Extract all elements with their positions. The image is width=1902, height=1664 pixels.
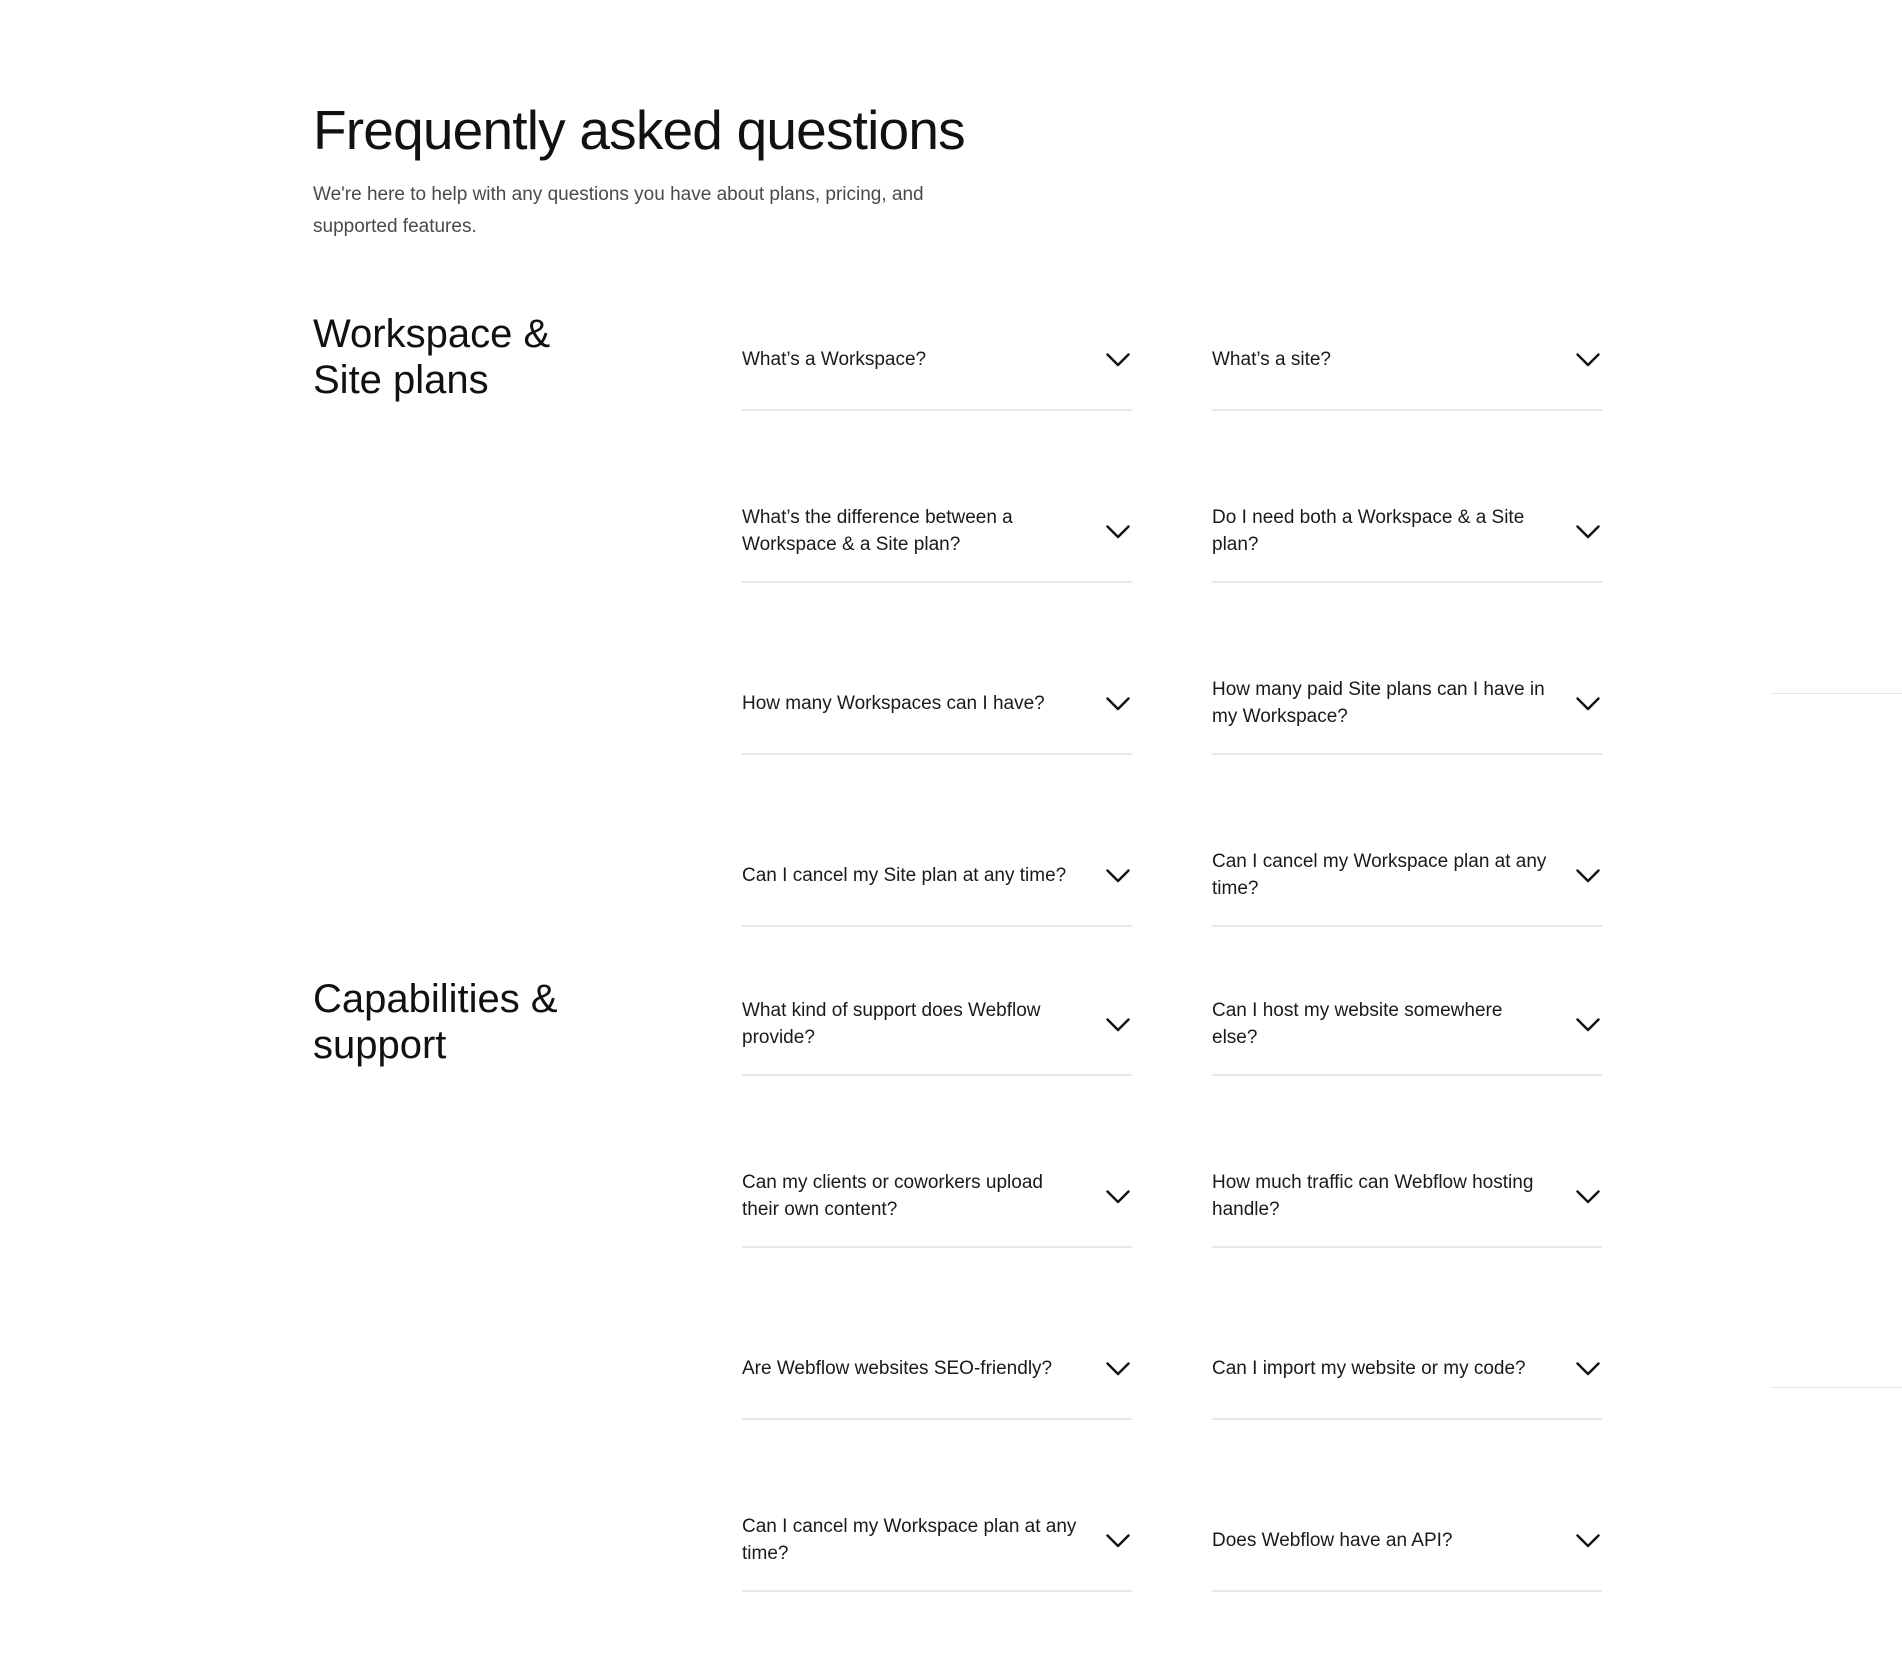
faq-item [1212,655,1602,827]
faq-list [742,976,1602,1664]
right-edge-divider [1770,693,1902,694]
faq-question-toggle[interactable] [1212,1148,1602,1248]
chevron-down-icon [1104,1355,1132,1383]
section-heading-line: Site plans [313,358,489,402]
faq-item [742,1492,1132,1664]
faq-question-toggle[interactable] [1212,655,1602,755]
chevron-down-icon [1574,346,1602,374]
faq-question-toggle[interactable] [1212,311,1602,411]
chevron-down-icon [1104,1011,1132,1039]
section-heading [313,311,633,403]
section-heading-line: Capabilities & [313,977,558,1021]
chevron-down-icon [1574,862,1602,890]
faq-question-toggle[interactable] [742,827,1132,927]
chevron-down-icon [1574,1527,1602,1555]
faq-list [742,311,1602,999]
faq-item [1212,483,1602,655]
faq-question-toggle[interactable] [742,1492,1132,1592]
section-heading-line: Workspace & [313,312,551,356]
right-edge-divider [1770,1387,1902,1388]
faq-question-text: Does Webflow have an API? [1212,1529,1453,1551]
faq-question-toggle[interactable] [742,311,1132,411]
faq-item [742,1320,1132,1492]
faq-question-text: Do I need both a Workspace & a Site plan? [1212,507,1525,555]
faq-question-toggle[interactable] [1212,976,1602,1076]
faq-question-text: What’s the difference between a Workspace & a Site plan? [742,507,1013,555]
faq-item [742,655,1132,827]
chevron-down-icon [1574,1183,1602,1211]
faq-question-toggle[interactable] [1212,1320,1602,1420]
chevron-down-icon [1104,1527,1132,1555]
faq-question-text: Can I host my website somewhere else? [1212,1000,1503,1048]
faq-question-text: How much traffic can Webflow hosting handle? [1212,1172,1534,1220]
section-heading [313,976,633,1068]
faq-item [742,483,1132,655]
chevron-down-icon [1104,346,1132,374]
faq-item [1212,827,1602,999]
faq-question-toggle[interactable] [1212,483,1602,583]
chevron-down-icon [1104,1183,1132,1211]
faq-question-toggle[interactable] [742,1320,1132,1420]
chevron-down-icon [1574,690,1602,718]
faq-question-text: How many Workspaces can I have? [742,692,1045,714]
faq-item [742,1148,1132,1320]
faq-item [742,311,1132,483]
faq-question-text: Can I cancel my Workspace plan at any time? [1212,851,1547,899]
chevron-down-icon [1574,518,1602,546]
faq-question-toggle[interactable] [742,1148,1132,1248]
faq-question-text: What kind of support does Webflow provide? [742,1000,1041,1048]
faq-question-text: Can I cancel my Site plan at any time? [742,864,1067,886]
faq-item [1212,976,1602,1148]
page-subtitle: We're here to help with any questions you have about plans, pricing, and supported features. [313,184,924,237]
faq-question-toggle[interactable] [1212,827,1602,927]
faq-question-text: Can my clients or coworkers upload their own content? [742,1172,1043,1220]
faq-item [742,976,1132,1148]
faq-item [1212,1320,1602,1492]
chevron-down-icon [1574,1011,1602,1039]
faq-question-text: What’s a site? [1212,348,1331,370]
chevron-down-icon [1104,518,1132,546]
faq-item [1212,1148,1602,1320]
faq-item [1212,1492,1602,1664]
faq-question-toggle[interactable] [742,655,1132,755]
faq-question-toggle[interactable] [742,483,1132,583]
faq-question-text: Can I cancel my Workspace plan at any time? [742,1516,1077,1564]
section-heading-line: support [313,1023,447,1067]
chevron-down-icon [1104,690,1132,718]
faq-question-text: What’s a Workspace? [742,348,927,370]
faq-question-toggle[interactable] [742,976,1132,1076]
chevron-down-icon [1104,862,1132,890]
faq-question-text: How many paid Site plans can I have in my Workspace? [1212,679,1545,727]
chevron-down-icon [1574,1355,1602,1383]
faq-item [742,827,1132,999]
faq-item [1212,311,1602,483]
faq-question-text: Are Webflow websites SEO-friendly? [742,1357,1053,1379]
faq-question-text: Can I import my website or my code? [1212,1357,1526,1379]
page-title: Frequently asked questions [313,99,965,161]
faq-question-toggle[interactable] [1212,1492,1602,1592]
